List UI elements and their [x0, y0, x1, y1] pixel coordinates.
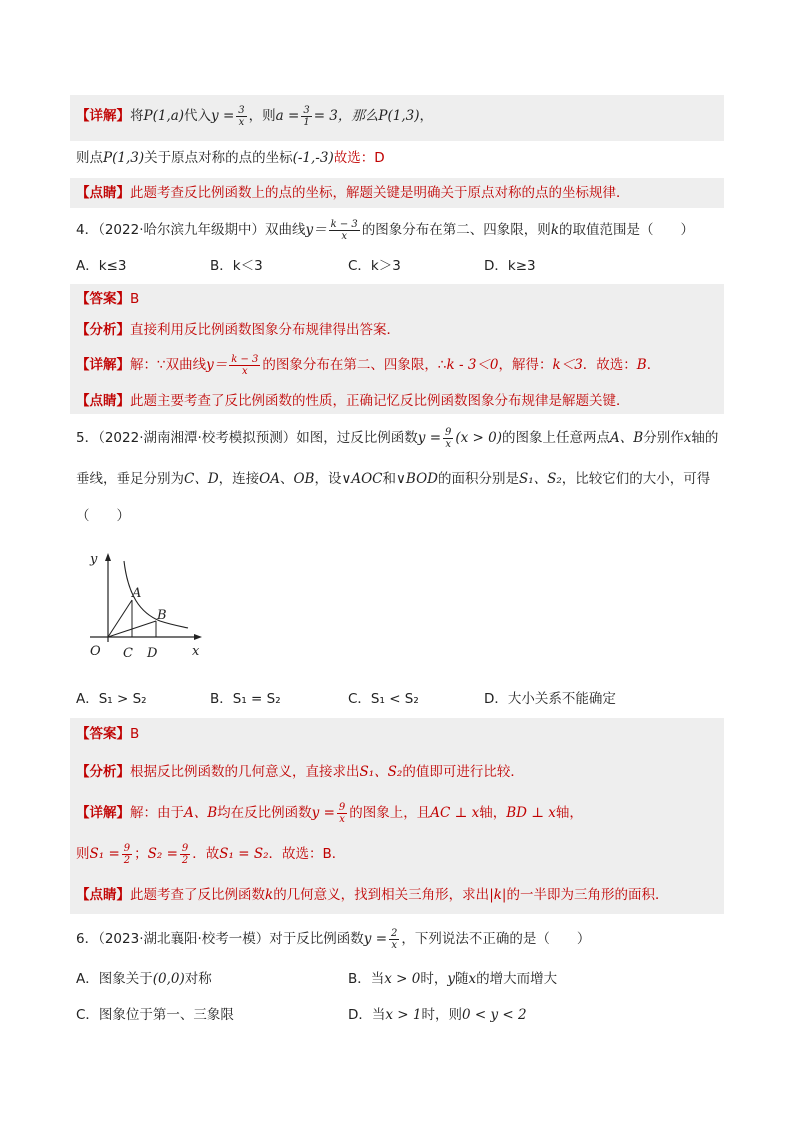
label-o: O	[90, 644, 101, 659]
label-c: C	[123, 646, 133, 660]
label-y: y	[90, 552, 98, 567]
q6-stem: 6．（2023·湖北襄阳·校考一模）对于反比例函数y = $\frac{2}{x}$ ，下列说法不正确的是（ ）	[76, 927, 591, 951]
q3-point-line: 【点睛】此题考查反比例函数上的点的坐标，解题关键是明确关于原点对称的点的坐标规律．	[76, 185, 630, 201]
q4-option-a: A．k≤3	[76, 258, 127, 274]
q5-option-a: A．S₁ > S₂	[76, 691, 147, 707]
q5-option-b: B．S₁ = S₂	[210, 691, 281, 707]
q5-stem-1: 5．（2022·湖南湘潭·校考模拟预测）如图，过反比例函数y = $\frac{9}{x}$ (x > 0)的图象上任意两点A、B分别作x轴的	[76, 426, 719, 450]
q5-point-line: 【点睛】此题考查了反比例函数k的几何意义，找到相关三角形，求出|k|的一半即为三角形的面积．	[76, 887, 669, 903]
q5-stem-3: （ ）	[76, 508, 130, 524]
q4-option-c: C．k＞3	[348, 258, 401, 274]
y-axis-arrow	[105, 553, 111, 561]
q5-option-c: C．S₁ < S₂	[348, 691, 419, 707]
q4-detail-line: 【详解】解：∵双曲线y＝ $\frac{k - 3}{x}$ 的图象分布在第二、四象限，∴k - 3＜0，解得：k＜3．故选：B．	[76, 353, 661, 377]
fraction: $\frac{9}{2}$	[181, 842, 189, 866]
fraction: $\frac{3}{x}$	[238, 104, 245, 128]
fraction: $\frac{9}{x}$	[338, 801, 346, 825]
q5-analysis-line: 【分析】根据反比例函数的几何意义，直接求出S₁、S₂的值即可进行比较．	[76, 764, 524, 780]
fraction: $\frac{3}{1}$	[303, 104, 310, 128]
label-a: A	[132, 586, 142, 601]
fraction: $\frac{9}{2}$	[123, 842, 131, 866]
q4-point-line: 【点睛】此题主要考查了反比例函数的性质，正确记忆反比例函数图象分布规律是解题关键．	[76, 393, 630, 409]
q4-option-d: D．k≥3	[484, 258, 536, 274]
q4-answer-line: 【答案】B	[76, 291, 140, 307]
fraction: $\frac{k - 3}{x}$	[231, 353, 259, 377]
q5-answer: B	[130, 726, 140, 742]
fraction: $\frac{9}{x}$	[445, 426, 452, 450]
q4-analysis-line: 【分析】直接利用反比例函数图象分布规律得出答案．	[76, 322, 400, 338]
q4-stem: 4．（2022·哈尔滨九年级期中）双曲线y＝ $\frac{k - 3}{x}$ 的图象分布在第二、四象限，则k的取值范围是（ ）	[76, 218, 694, 242]
q5-stem-2: 垂线，垂足分别为C、D，连接OA、OB，设∨AOC和∨BOD的面积分别是S₁、S₂，比较它们的大小，可得	[76, 471, 711, 487]
q6-option-b: B．当x > 0时，y随x的增大而增大	[348, 971, 558, 987]
label-x: x	[192, 644, 200, 659]
q3-detail-line-2: 则点P(1,3)关于原点对称的点的坐标(-1,-3)故选：D	[76, 150, 385, 166]
fraction: $\frac{k - 3}{x}$	[330, 218, 358, 242]
detail-tag: 【详解】	[76, 108, 130, 124]
q5-figure	[80, 545, 210, 660]
q6-option-c: C．图象位于第一、三象限	[76, 1007, 234, 1023]
q5-detail-line: 【详解】解：由于A、B均在反比例函数y = $\frac{9}{x}$ 的图象上，且AC ⊥ x轴，BD ⊥ x轴，	[76, 801, 583, 825]
segment-oa	[108, 600, 132, 637]
q4-answer: B	[130, 291, 140, 307]
q5-detail-line-2: 则S₁ = $\frac{9}{2}$ ；S₂ = $\frac{9}{2}$ ．故S₁ = S₂．故选：B．	[76, 842, 346, 866]
q6-option-d: D．当x > 1时，则0 < y < 2	[348, 1007, 527, 1023]
x-axis-arrow	[194, 634, 202, 640]
q4-option-b: B．k＜3	[210, 258, 263, 274]
q6-option-a: A．图象关于(0,0)对称	[76, 971, 212, 987]
q5-answer-line: 【答案】B	[76, 726, 140, 742]
q3-detail-line: 【详解】将P(1,a)代入y = $\frac{3}{x}$ ，则a = $\frac{3}{1}$ = 3，那么P(1,3)，	[76, 104, 433, 128]
label-d: D	[147, 646, 158, 660]
fraction: $\frac{2}{x}$	[391, 927, 398, 951]
label-b: B	[157, 608, 167, 623]
q5-option-d: D．大小关系不能确定	[484, 691, 616, 707]
